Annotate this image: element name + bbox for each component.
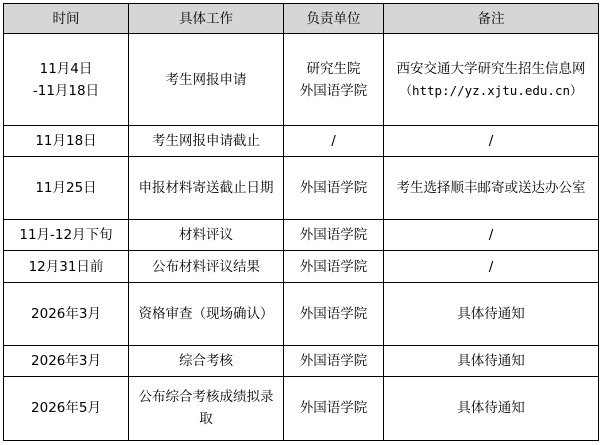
unit-cell: / bbox=[284, 126, 384, 157]
task-cell: 考生网报申请截止 bbox=[129, 126, 284, 157]
note-cell: / bbox=[384, 251, 599, 282]
header-row bbox=[4, 4, 599, 34]
header-time: 时间 bbox=[4, 4, 129, 34]
note-cell: / bbox=[384, 126, 599, 157]
unit-cell: 外国语学院 bbox=[284, 376, 384, 440]
admission-schedule-table bbox=[3, 3, 599, 441]
task-cell: 公布材料评议结果 bbox=[129, 251, 284, 282]
table-row bbox=[4, 345, 599, 376]
unit-cell: 外国语学院 bbox=[284, 345, 384, 376]
time-cell: 11月-12月下旬 bbox=[4, 220, 129, 251]
task-cell: 申报材料寄送截止日期 bbox=[129, 157, 284, 220]
header-unit: 负责单位 bbox=[284, 4, 384, 34]
time-cell: 11月25日 bbox=[4, 157, 129, 220]
time-cell: 2026年3月 bbox=[4, 345, 129, 376]
header-note: 备注 bbox=[384, 4, 599, 34]
task-cell: 综合考核 bbox=[129, 345, 284, 376]
unit-cell bbox=[284, 34, 384, 126]
note-text: 西安交通大学研究生招生信息网 bbox=[396, 60, 586, 77]
table-row bbox=[4, 157, 599, 220]
time-cell: 11月18日 bbox=[4, 126, 129, 157]
table-row bbox=[4, 126, 599, 157]
note-cell: / bbox=[384, 220, 599, 251]
note-cell: 具体待通知 bbox=[384, 376, 599, 440]
unit-cell: 外国语学院 bbox=[284, 157, 384, 220]
note-cell: 具体待通知 bbox=[384, 282, 599, 345]
task-cell: 考生网报申请 bbox=[129, 34, 284, 126]
table-row bbox=[4, 220, 599, 251]
note-cell: 考生选择顺丰邮寄或送达办公室 bbox=[384, 157, 599, 220]
note-url: （http://yz.xjtu.edu.cn） bbox=[399, 82, 583, 98]
unit-cell: 外国语学院 bbox=[284, 220, 384, 251]
table-row bbox=[4, 282, 599, 345]
table-row bbox=[4, 376, 599, 440]
time-cell: 2026年3月 bbox=[4, 282, 129, 345]
note-cell bbox=[384, 34, 599, 126]
time-cell: 2026年5月 bbox=[4, 376, 129, 440]
time-cell bbox=[4, 34, 129, 126]
unit-cell: 外国语学院 bbox=[284, 282, 384, 345]
table-row bbox=[4, 251, 599, 282]
task-cell: 公布综合考核成绩拟录取 bbox=[129, 376, 284, 440]
task-cell: 资格审查（现场确认） bbox=[129, 282, 284, 345]
time-start: 11月4日 bbox=[39, 60, 93, 77]
table-row bbox=[4, 34, 599, 126]
header-task: 具体工作 bbox=[129, 4, 284, 34]
unit-secondary: 外国语学院 bbox=[299, 82, 368, 99]
note-cell: 具体待通知 bbox=[384, 345, 599, 376]
time-cell: 12月31日前 bbox=[4, 251, 129, 282]
unit-primary: 研究生院 bbox=[306, 60, 361, 77]
unit-cell: 外国语学院 bbox=[284, 251, 384, 282]
task-cell: 材料评议 bbox=[129, 220, 284, 251]
time-end: -11月18日 bbox=[32, 82, 100, 99]
